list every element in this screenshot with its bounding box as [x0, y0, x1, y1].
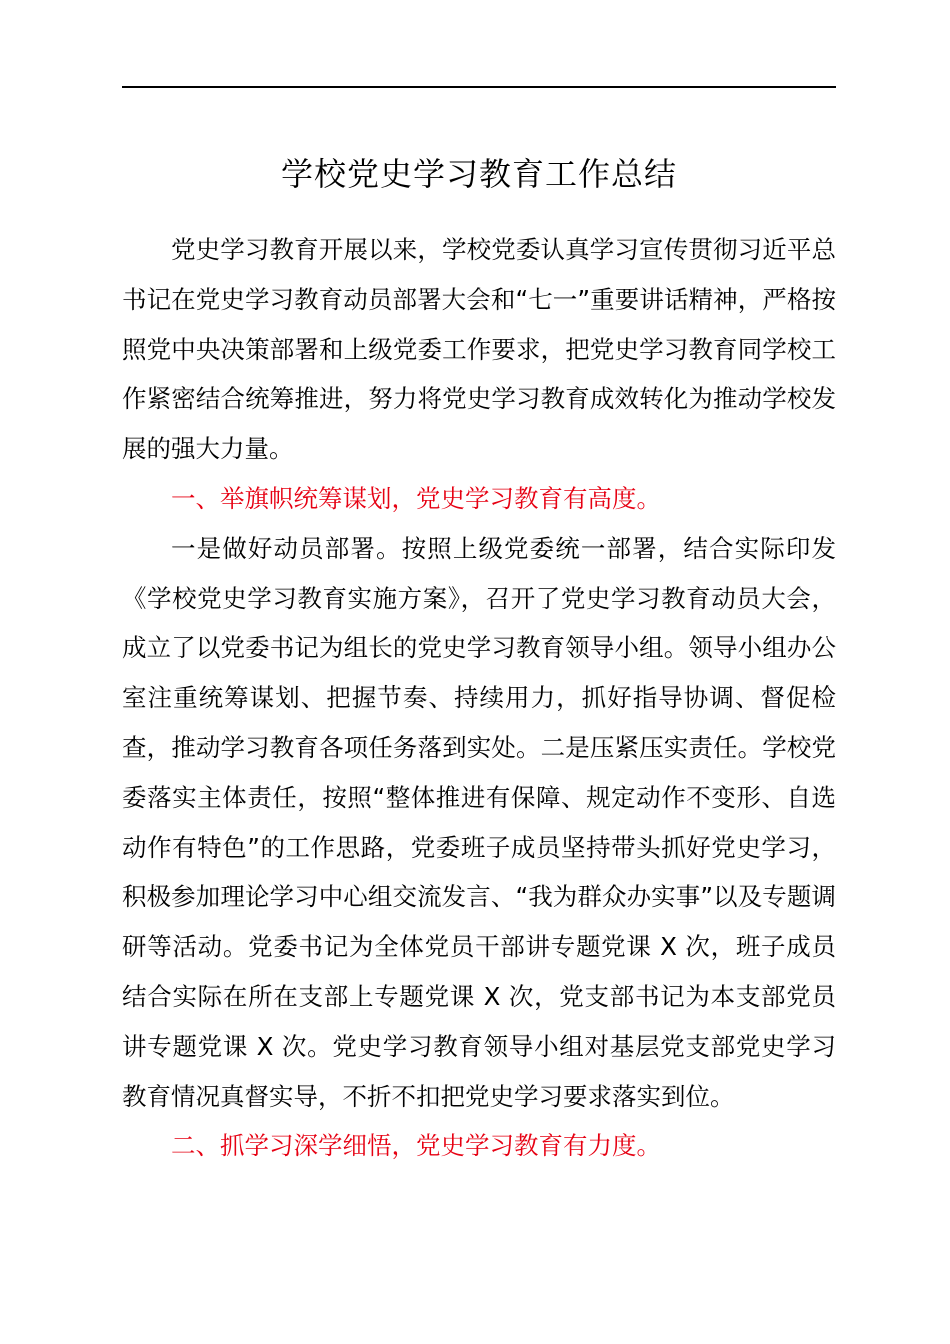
intro-paragraph: 党史学习教育开展以来，学校党委认真学习宣传贯彻习近平总书记在党史学习教育动员部署大会和“七一”重要讲话精神，严格按照党中央决策部署和上级党委工作要求，把党史学习教育同学校工作紧密结合统筹推进，努力将党史学习教育成效转化为推动学校发展的强大力量。	[122, 235, 836, 464]
header-rule	[122, 86, 836, 88]
section-heading-1: 一、举旗帜统筹谋划，党史学习教育有高度。	[171, 483, 661, 513]
section-heading-2: 二、抓学习深学细悟，党史学习教育有力度。	[171, 1131, 661, 1161]
document-body	[122, 225, 836, 1171]
document-title: 学校党史学习教育工作总结	[280, 155, 677, 193]
section-1-paragraph: 一是做好动员部署。按照上级党委统一部署，结合实际印发《学校党史学习教育实施方案》，召开了党史学习教育动员大会，成立了以党委书记为组长的党史学习教育领导小组。领导小组办公室注重统筹谋划、把握节奏、持续用力，抓好指导协调、督促检查，推动学习教育各项任务落到实处。二是压紧压实责任。学校党委落实主体责任，按照“整体推进有保障、规定动作不变形、自选动作有特色”的工作思路，党委班子成员坚持带头抓好党史学习，积极参加理论学习中心组交流发言、“我为群众办实事”以及专题调研等活动。党委书记为全体党员干部讲专题党课 X 次，班子成员结合实际在所在支部上专题党课 X 次，党支部书记为本支部党员讲专题党课 X 次。党史学习教育领导小组对基层党支部党史学习教育情况真督实导，不折不扣把党史学习要求落实到位。	[122, 533, 836, 1111]
